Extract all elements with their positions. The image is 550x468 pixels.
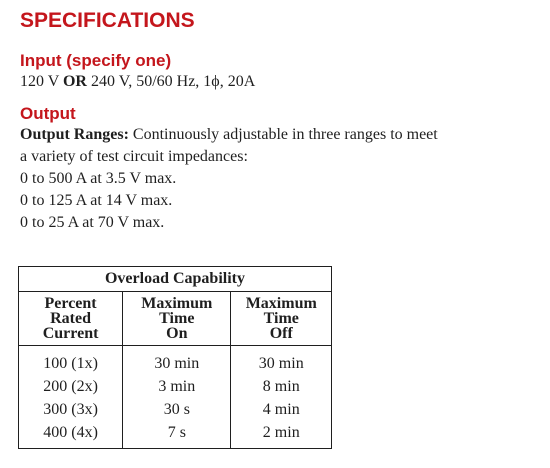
output-range-list xyxy=(20,168,535,234)
spec-page xyxy=(20,8,535,234)
cell-time-off: 8 min xyxy=(231,375,332,398)
header-line: Current xyxy=(42,325,99,342)
header-line: Time xyxy=(263,310,299,327)
output-ranges-label: Output Ranges: xyxy=(20,126,129,143)
output-range-item: 0 to 25 A at 70 V max. xyxy=(20,214,165,231)
output-range-item: 0 to 125 A at 14 V max. xyxy=(20,192,173,209)
table-row xyxy=(19,398,332,421)
output-heading: Output xyxy=(20,104,76,123)
header-line: Percent xyxy=(44,295,97,312)
table-row xyxy=(19,352,332,375)
cell-percent: 400 (4x) xyxy=(19,421,123,449)
table-row xyxy=(19,421,332,449)
header-line: On xyxy=(166,325,188,342)
header-maximum-time-off xyxy=(231,292,332,346)
output-range-item: 0 to 500 A at 3.5 V max. xyxy=(20,170,177,187)
cell-time-off: 4 min xyxy=(231,398,332,421)
header-line: Time xyxy=(159,310,195,327)
header-line: Maximum xyxy=(245,295,317,312)
cell-percent: 200 (2x) xyxy=(19,375,123,398)
cell-time-on: 30 min xyxy=(123,352,231,375)
input-spec-line xyxy=(20,71,535,93)
cell-time-off: 30 min xyxy=(231,352,332,375)
table-row xyxy=(19,375,332,398)
cell-percent: 300 (3x) xyxy=(19,398,123,421)
input-voltage-240: 240 V, 50/60 Hz, 1ϕ, 20A xyxy=(86,73,256,90)
output-ranges-text-2: a variety of test circuit impedances: xyxy=(20,148,248,165)
cell-time-on: 30 s xyxy=(123,398,231,421)
page-title: SPECIFICATIONS xyxy=(20,9,195,32)
cell-percent: 100 (1x) xyxy=(19,352,123,375)
table-caption: Overload Capability xyxy=(19,267,332,292)
cell-time-on: 3 min xyxy=(123,375,231,398)
input-voltage-120: 120 V xyxy=(20,73,63,90)
header-percent-rated-current xyxy=(19,292,123,346)
header-line: Maximum xyxy=(141,295,213,312)
output-ranges-text-1: Continuously adjustable in three ranges to meet xyxy=(128,126,438,143)
header-maximum-time-on xyxy=(123,292,231,346)
header-line: Off xyxy=(269,325,293,342)
overload-capability-table xyxy=(18,266,332,449)
cell-time-on: 7 s xyxy=(123,421,231,449)
output-ranges-paragraph xyxy=(20,124,535,168)
input-heading: Input (specify one) xyxy=(20,51,172,70)
cell-time-off: 2 min xyxy=(231,421,332,449)
input-or: OR xyxy=(62,73,87,90)
header-line: Rated xyxy=(50,310,92,327)
